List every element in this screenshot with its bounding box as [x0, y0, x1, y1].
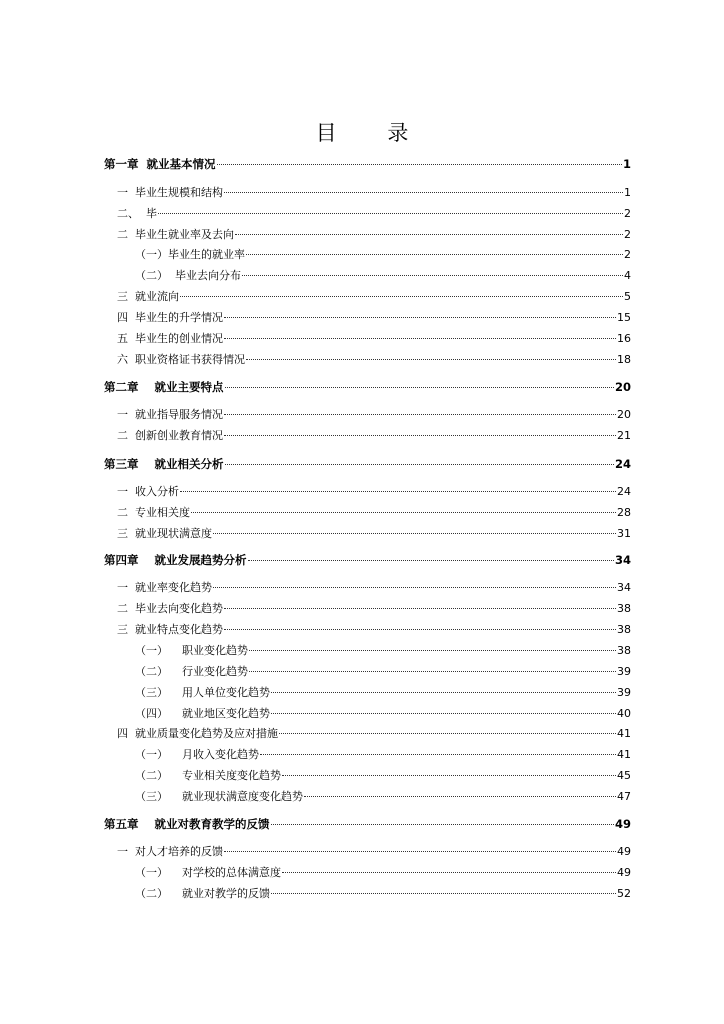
toc-page-number: 38: [617, 623, 631, 636]
dot-leader: [246, 359, 616, 360]
dot-leader: [282, 775, 616, 776]
dot-leader: [249, 650, 616, 651]
toc-entry-label: （二） 毕业去向分布: [135, 269, 241, 282]
toc-entry-label: （二） 专业相关度变化趋势: [135, 769, 281, 782]
toc-page-number: 49: [617, 866, 631, 879]
dot-leader: [224, 338, 616, 339]
toc-entry-label: （一） 对学校的总体满意度: [135, 866, 281, 879]
dot-leader: [242, 275, 623, 276]
dot-leader: [260, 754, 616, 755]
toc-entry-label: 二 毕业生就业率及去向: [117, 228, 234, 241]
dot-leader: [249, 671, 616, 672]
toc-page-number: 28: [617, 506, 631, 519]
toc-page-number: 52: [617, 887, 631, 900]
toc-entry-label: 三 就业流向: [117, 290, 179, 303]
toc-entry[interactable]: [117, 622, 631, 638]
toc-entry[interactable]: [135, 747, 631, 763]
toc-page-number: 2: [624, 248, 631, 261]
toc-entry-label: 六 职业资格证书获得情况: [117, 353, 245, 366]
toc-entry-label: 二 专业相关度: [117, 506, 190, 519]
toc-page-number: 2: [624, 228, 631, 241]
dot-leader: [217, 164, 622, 165]
dot-leader: [279, 733, 616, 734]
toc-entry[interactable]: [135, 643, 631, 659]
dot-leader: [225, 387, 614, 388]
dot-leader: [224, 192, 623, 193]
dot-leader: [224, 414, 616, 415]
toc-entry[interactable]: [117, 505, 631, 521]
toc-entry-label: （一）毕业生的就业率: [135, 248, 245, 261]
toc-entry-label: （三） 就业现状满意度变化趋势: [135, 790, 303, 803]
toc-page-number: 38: [617, 644, 631, 657]
toc-page-number: 18: [617, 353, 631, 366]
toc-chapter-entry[interactable]: [104, 456, 631, 472]
toc-entry-label: （四） 就业地区变化趋势: [135, 707, 270, 720]
toc-chapter-entry[interactable]: [104, 816, 631, 832]
dot-leader: [271, 824, 614, 825]
toc-page-number: 24: [617, 485, 631, 498]
toc-entry[interactable]: [117, 310, 631, 326]
toc-page-number: 49: [617, 845, 631, 858]
toc-entry-label: 第三章 就业相关分析: [104, 457, 224, 471]
toc-entry-label: 第四章 就业发展趋势分析: [104, 553, 247, 567]
dot-leader: [180, 491, 616, 492]
toc-page-number: 21: [617, 429, 631, 442]
dot-leader: [235, 234, 623, 235]
toc-chapter-entry[interactable]: [104, 552, 631, 568]
toc-page-number: 1: [622, 157, 631, 171]
toc-page-number: 41: [617, 727, 631, 740]
toc-page-number: 39: [617, 686, 631, 699]
toc-entry[interactable]: [135, 768, 631, 784]
toc-entry-label: 四 就业质量变化趋势及应对措施: [117, 727, 278, 740]
dot-leader: [224, 851, 616, 852]
toc-entry[interactable]: [135, 685, 631, 701]
toc-page-number: 4: [624, 269, 631, 282]
dot-leader: [271, 713, 616, 714]
dot-leader: [248, 560, 614, 561]
toc-entry-label: 四 毕业生的升学情况: [117, 311, 223, 324]
toc-page-number: 34: [614, 553, 631, 567]
toc-entry-label: 三 就业特点变化趋势: [117, 623, 223, 636]
toc-page-number: 34: [617, 581, 631, 594]
toc-page-number: 49: [614, 817, 631, 831]
dot-leader: [213, 587, 616, 588]
toc-entry[interactable]: [117, 206, 631, 222]
toc-entry-label: （二） 行业变化趋势: [135, 665, 248, 678]
toc-entry-label: （三） 用人单位变化趋势: [135, 686, 270, 699]
toc-entry-label: （一） 月收入变化趋势: [135, 748, 259, 761]
dot-leader: [224, 608, 616, 609]
toc-entry-label: 第二章 就业主要特点: [104, 380, 224, 394]
dot-leader: [224, 317, 616, 318]
dot-leader: [225, 464, 614, 465]
toc-entry-label: 二、 毕: [117, 207, 157, 220]
toc-entry-label: 第五章 就业对教育教学的反馈: [104, 817, 270, 831]
toc-chapter-entry[interactable]: [104, 156, 631, 172]
toc-entry[interactable]: [135, 886, 631, 902]
toc-chapter-entry[interactable]: [104, 379, 631, 395]
toc-entry[interactable]: [117, 428, 631, 444]
toc-entry-label: 一 就业率变化趋势: [117, 581, 212, 594]
dot-leader: [158, 213, 623, 214]
toc-entry[interactable]: [117, 352, 631, 368]
toc-entry[interactable]: [117, 844, 631, 860]
toc-page-number: 5: [624, 290, 631, 303]
toc-page-number: 15: [617, 311, 631, 324]
toc-entry[interactable]: [135, 706, 631, 722]
toc-entry-label: 五 毕业生的创业情况: [117, 332, 223, 345]
toc-entry[interactable]: [135, 789, 631, 805]
dot-leader: [213, 533, 616, 534]
toc-entry[interactable]: [117, 580, 631, 596]
dot-leader: [180, 296, 623, 297]
toc-page-number: 1: [624, 186, 631, 199]
toc-entry[interactable]: [117, 289, 631, 305]
toc-entry-label: 一 就业指导服务情况: [117, 408, 223, 421]
toc-page-number: 39: [617, 665, 631, 678]
toc-page-number: 20: [617, 408, 631, 421]
toc-title: 目 录: [315, 121, 431, 145]
toc-page-number: 31: [617, 527, 631, 540]
dot-leader: [271, 692, 616, 693]
dot-leader: [224, 629, 616, 630]
dot-leader: [224, 435, 616, 436]
toc-entry[interactable]: [135, 247, 631, 263]
toc-entry-label: 一 收入分析: [117, 485, 179, 498]
toc-page-number: 41: [617, 748, 631, 761]
toc-entry[interactable]: [117, 484, 631, 500]
toc-entry[interactable]: [117, 601, 631, 617]
toc-entry[interactable]: [117, 227, 631, 243]
dot-leader: [246, 254, 623, 255]
toc-entry[interactable]: [135, 865, 631, 881]
toc-entry-label: 三 就业现状满意度: [117, 527, 212, 540]
toc-entry-label: 一 对人才培养的反馈: [117, 845, 223, 858]
toc-page-number: 47: [617, 790, 631, 803]
toc-page-number: 40: [617, 707, 631, 720]
toc-entry[interactable]: [135, 664, 631, 680]
toc-entry[interactable]: [135, 268, 631, 284]
toc-entry[interactable]: [117, 331, 631, 347]
toc-entry-label: （二） 就业对教学的反馈: [135, 887, 270, 900]
toc-entry-label: 第一章 就业基本情况: [104, 157, 216, 171]
toc-entry[interactable]: [117, 526, 631, 542]
toc-page-number: 20: [614, 380, 631, 394]
toc-entry-label: 二 创新创业教育情况: [117, 429, 223, 442]
dot-leader: [191, 512, 616, 513]
dot-leader: [304, 796, 616, 797]
toc-entry-label: 二 毕业去向变化趋势: [117, 602, 223, 615]
toc-entry[interactable]: [117, 407, 631, 423]
toc-entry[interactable]: [117, 185, 631, 201]
toc-entry-label: （一） 职业变化趋势: [135, 644, 248, 657]
dot-leader: [282, 872, 616, 873]
toc-entry[interactable]: [117, 726, 631, 742]
toc-page-number: 24: [614, 457, 631, 471]
toc-page-number: 2: [624, 207, 631, 220]
toc-page-number: 45: [617, 769, 631, 782]
toc-page-number: 16: [617, 332, 631, 345]
toc-entry-label: 一 毕业生规模和结构: [117, 186, 223, 199]
toc-page-number: 38: [617, 602, 631, 615]
dot-leader: [271, 893, 616, 894]
